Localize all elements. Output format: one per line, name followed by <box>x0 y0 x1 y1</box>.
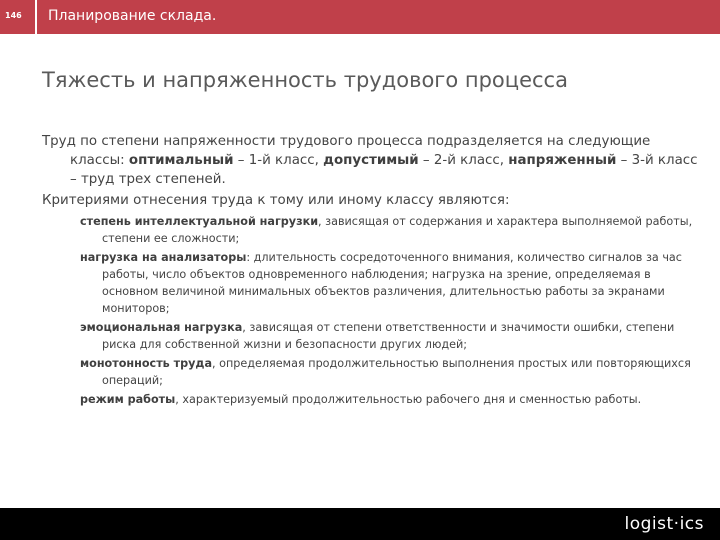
intro-text-d: – 3-й класс – труд трех степеней. <box>70 153 698 187</box>
list-item <box>80 213 702 247</box>
list-item <box>80 249 702 317</box>
criterion-term: монотонность труда <box>80 357 213 370</box>
criterion-text: , определяемая продолжительностью выполнения простых или повторяющихся операций; <box>102 357 691 387</box>
criterion-term: эмоциональная нагрузка <box>80 321 243 334</box>
criterion-text: , характеризуемый продолжительностью рабочего дня и сменностью работы. <box>175 393 642 406</box>
criterion-text: , зависящая от степени ответственности и значимости ошибки, степени риска для собственной жизни и безопасности других людей; <box>102 321 675 351</box>
list-item <box>80 391 702 408</box>
slide-content <box>42 132 702 410</box>
page-number-box <box>0 0 34 34</box>
criteria-list <box>80 213 702 408</box>
criterion-term: степень интеллектуальной нагрузки <box>80 215 319 228</box>
criteria-intro: Критериями отнесения труда к тому или иному классу являются: <box>42 193 510 208</box>
header-title: Планирование склада. <box>48 8 217 24</box>
criterion-term: режим работы <box>80 393 176 406</box>
header-separator <box>35 0 37 34</box>
page-number: 146 <box>5 11 22 20</box>
slide-title: Тяжесть и напряженность трудового процесса <box>42 68 568 92</box>
list-item <box>80 355 702 389</box>
intro-text-b: – 1-й класс, <box>233 153 324 168</box>
list-item <box>80 319 702 353</box>
intro-paragraph <box>42 132 702 189</box>
class-optimal: оптимальный <box>128 153 234 168</box>
class-intense: напряженный <box>508 153 617 168</box>
criterion-term: нагрузка на анализаторы <box>80 251 247 264</box>
criterion-text: , зависящая от содержания и характера выполняемой работы, степени ее сложности; <box>102 215 693 245</box>
intro-text-a: Труд по степени напряженности трудового процесса подразделяется на следующие классы: <box>42 134 651 168</box>
intro-text-c: – 2-й класс, <box>418 153 509 168</box>
logo: logist·ics <box>624 514 704 534</box>
class-acceptable: допустимый <box>323 153 419 168</box>
criterion-text: : длительность сосредоточенного внимания, количество сигналов за час работы, число объектов одновременного наблюдения; нагрузка на зрение, определяемая в основном величиной минимальных объектов различения, длительностью работы за экранами мониторов; <box>102 251 682 315</box>
footer-bar <box>0 508 720 540</box>
